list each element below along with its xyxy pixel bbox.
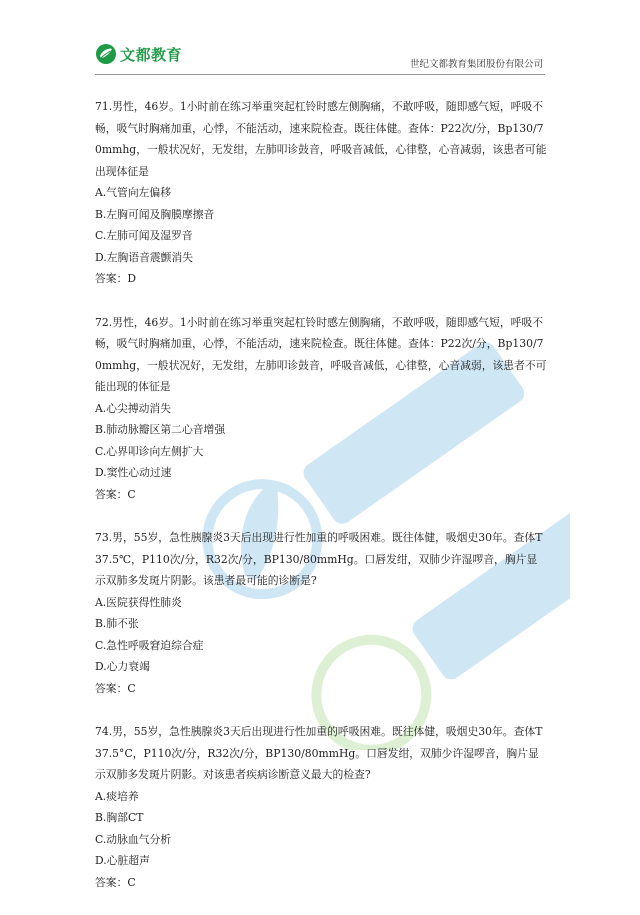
answer: 答案：C xyxy=(95,681,136,695)
option-a: A.心尖搏动消失 xyxy=(95,401,172,415)
question-list xyxy=(95,96,547,915)
option-d: D.左胸语音震颤消失 xyxy=(95,250,194,264)
option-c: C.心界叩诊向左侧扩大 xyxy=(95,444,204,458)
question-71 xyxy=(95,96,547,290)
option-b: B.左胸可闻及胸膜摩擦音 xyxy=(95,207,215,221)
question-72 xyxy=(95,312,547,506)
option-d: D.心脏超声 xyxy=(95,854,150,867)
option-a: A.气管向左偏移 xyxy=(95,186,172,199)
option-c: C.急性呼吸窘迫综合症 xyxy=(95,638,204,652)
option-a: A.痰培养 xyxy=(95,789,139,803)
question-stem: 74.男，55岁，急性胰腺炎3天后出现进行性加重的呼吸困难。既往体健，吸烟史30年。查体T37.5°C，P110次/分，R32次/分，BP130/80mmHg。口唇发绀，双肺少许湿啰音，胸片显示双肺多发斑片阴影。对该患者疾病诊断意义最大的检查? xyxy=(95,725,543,781)
question-stem: 73.男，55岁，急性胰腺炎3天后出现进行性加重的呼吸困难。既往体健，吸烟史30年。查体T37.5℃，P110次/分，R32次/分，BP130/80mmHg。口唇发绀，双肺少许湿啰音，胸片显示双肺多发斑片阴影。该患者最可能的诊断是? xyxy=(95,531,543,587)
option-b: B.肺动脉瓣区第二心音增强 xyxy=(95,423,226,436)
logo xyxy=(95,42,182,66)
option-b: B.肺不张 xyxy=(95,617,139,630)
page-header xyxy=(95,40,545,75)
option-b: B.胸部CT xyxy=(95,811,144,824)
question-stem: 72.男性，46岁。1小时前在练习举重突起杠铃时感左侧胸痛，不敢呼吸，随即感气短，呼吸不畅，吸气时胸痛加重，心悸，不能活动，速来院检查。既往体健。查体：P22次/分，Bp130/70mmhg，一般状况好，无发绀，左肺叩诊鼓音，呼吸音减低，心律整，心音减弱，该患者不可能出现的体征是 xyxy=(95,315,547,393)
question-73 xyxy=(95,527,547,699)
question-stem: 71.男性，46岁。1小时前在练习举重突起杠铃时感左侧胸痛，不敢呼吸，随即感气短，呼吸不畅，吸气时胸痛加重，心悸，不能活动，速来院检查。既往体健。查体：P22次/分，Bp130/70mmhg，一般状况好，无发绀，左肺叩诊鼓音，呼吸音减低，心律整，心音减弱，该患者可能出现体征是 xyxy=(95,100,547,178)
option-a: A.医院获得性肺炎 xyxy=(95,595,182,609)
answer: 答案：D xyxy=(95,272,137,285)
option-c: C.左肺可闻及湿罗音 xyxy=(95,229,193,242)
option-c: C.动脉血气分析 xyxy=(95,832,172,846)
question-74 xyxy=(95,721,547,893)
option-d: D.窦性心动过速 xyxy=(95,466,172,479)
option-d: D.心力衰竭 xyxy=(95,660,150,673)
company-name: 世纪文都教育集团股份有限公司 xyxy=(409,59,543,70)
answer: 答案：C xyxy=(95,875,136,889)
logo-text: 文都教育 xyxy=(120,45,183,64)
answer: 答案：C xyxy=(95,487,136,501)
leaf-logo-icon xyxy=(95,43,117,65)
